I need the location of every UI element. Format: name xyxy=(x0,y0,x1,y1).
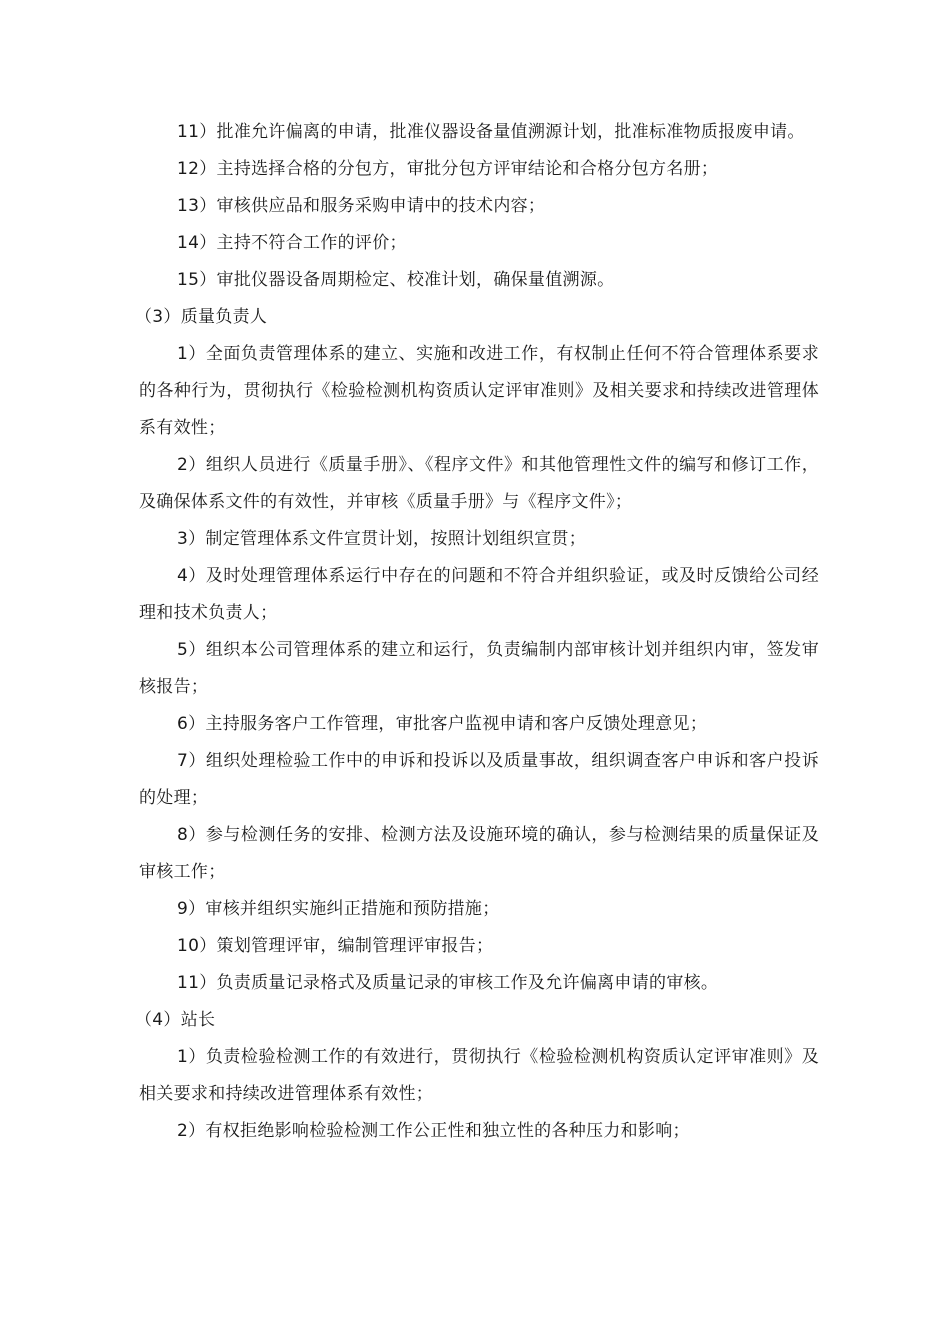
paragraph: 1）负责检验检测工作的有效进行，贯彻执行《检验检测机构资质认定评审准则》及相关要求和持续改进管理体系有效性； xyxy=(139,1047,819,1104)
paragraph: 6）主持服务客户工作管理，审批客户监视申请和客户反馈处理意见； xyxy=(177,714,708,734)
paragraph: 3）制定管理体系文件宣贯计划，按照计划组织宣贯； xyxy=(177,529,587,549)
document-body xyxy=(135,114,819,1150)
paragraph: 9）审核并组织实施纠正措施和预防措施； xyxy=(177,899,500,919)
paragraph: 5）组织本公司管理体系的建立和运行，负责编制内部审核计划并组织内审，签发审核报告； xyxy=(139,640,819,697)
paragraph: 15）审批仪器设备周期检定、校准计划，确保量值溯源。 xyxy=(177,270,615,290)
paragraph: 2）组织人员进行《质量手册》、《程序文件》和其他管理性文件的编写和修订工作，及确保体系文件的有效性，并审核《质量手册》与《程序文件》； xyxy=(139,455,819,512)
paragraph: 1）全面负责管理体系的建立、实施和改进工作，有权制止任何不符合管理体系要求的各种行为，贯彻执行《检验检测机构资质认定评审准则》及相关要求和持续改进管理体系有效性； xyxy=(139,344,819,438)
paragraph: 8）参与检测任务的安排、检测方法及设施环境的确认，参与检测结果的质量保证及审核工作； xyxy=(139,825,819,882)
paragraph: 11）负责质量记录格式及质量记录的审核工作及允许偏离申请的审核。 xyxy=(177,973,719,993)
paragraph: 10）策划管理评审，编制管理评审报告； xyxy=(177,936,494,956)
paragraph: 12）主持选择合格的分包方，审批分包方评审结论和合格分包方名册； xyxy=(177,159,719,179)
paragraph: 2）有权拒绝影响检验检测工作公正性和独立性的各种压力和影响； xyxy=(177,1121,690,1141)
paragraph: 11）批准允许偏离的申请，批准仪器设备量值溯源计划，批准标准物质报废申请。 xyxy=(177,122,805,142)
section-heading: （3）质量负责人 xyxy=(135,307,268,327)
paragraph: 7）组织处理检验工作中的申诉和投诉以及质量事故，组织调查客户申诉和客户投诉的处理； xyxy=(139,751,819,808)
section-heading: （4）站长 xyxy=(135,1010,216,1030)
paragraph: 4）及时处理管理体系运行中存在的问题和不符合并组织验证，或及时反馈给公司经理和技术负责人； xyxy=(139,566,819,623)
paragraph: 14）主持不符合工作的评价； xyxy=(177,233,407,253)
paragraph: 13）审核供应品和服务采购申请中的技术内容； xyxy=(177,196,546,216)
